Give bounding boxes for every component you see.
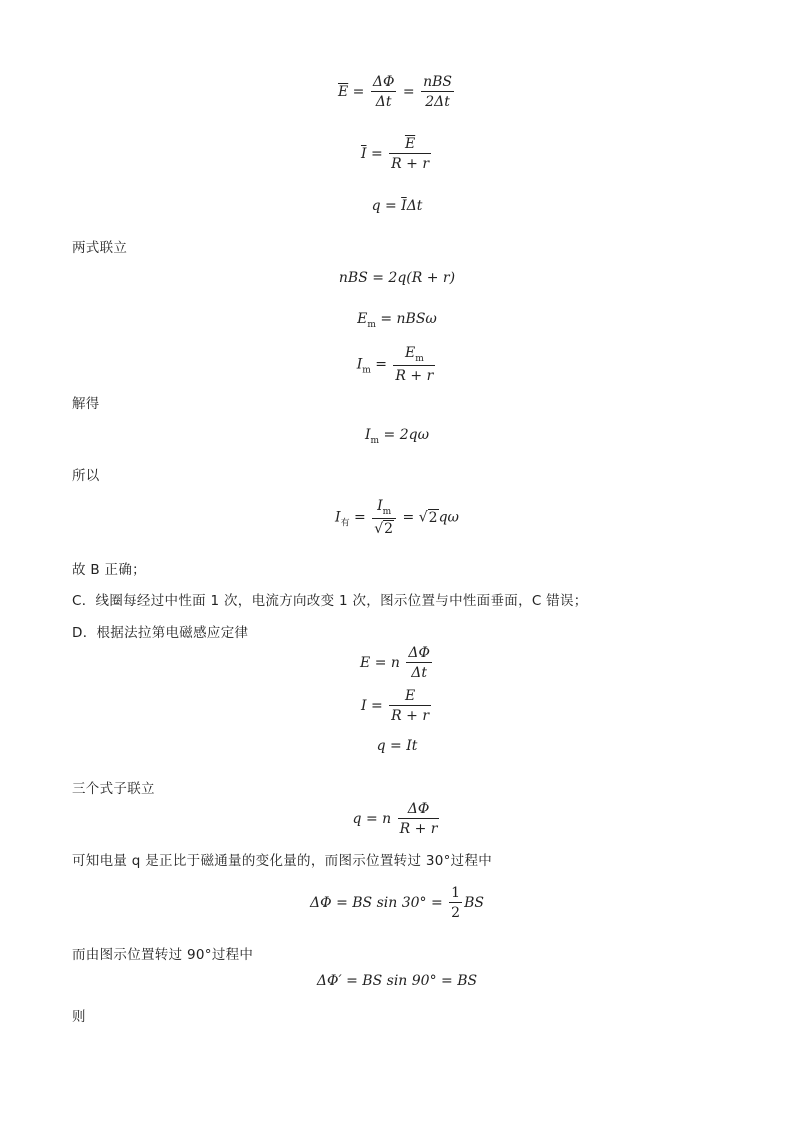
equation (0, 428, 794, 446)
equation-current (0, 688, 794, 724)
fraction (389, 688, 431, 724)
numerator: $E_m$ (393, 345, 435, 366)
equation (0, 739, 794, 753)
numerator: ΔΦ (406, 645, 432, 663)
equation-text: q = n (352, 811, 392, 828)
fraction (406, 645, 432, 681)
symbol: I (365, 427, 371, 443)
text-line: D．根据法拉第电磁感应定律 (72, 625, 249, 641)
equation-text: E = n (360, 655, 400, 672)
denominator: R + r (391, 156, 430, 173)
text-line: C．线圈每经过中性面 1 次，电流方向改变 1 次，图示位置与中性面垂面，C 错误； (72, 593, 588, 609)
equation (0, 271, 794, 285)
equation-text: I = (360, 698, 388, 715)
equation-text: qω (438, 509, 459, 526)
equation-average-emf: $\overline{E}$ = $\frac{\Delta\Phi}{\Delta t}$ = $\frac{\text{nBS}}{2\Delta t}$ (337, 74, 452, 111)
denominator: R + r (395, 368, 434, 385)
fraction (389, 136, 431, 172)
text-line: 所以 (72, 468, 100, 484)
fraction (372, 498, 396, 537)
subscript: m (370, 435, 380, 446)
current-symbol: $\overline{I}$ (360, 146, 367, 163)
numerator: ΔΦ (398, 801, 440, 819)
equation-text: ΔΦ = BS sin 30° = (310, 895, 448, 912)
subscript: m (362, 365, 371, 376)
radicand: 2 (428, 509, 438, 526)
text-line: 解得 (72, 396, 100, 412)
denominator: R + r (399, 821, 438, 838)
numerator: ΔΦ (371, 74, 397, 92)
fraction (398, 801, 440, 837)
equation-faraday (0, 645, 794, 681)
equation-text: ΔΦ′ = BS sin 90° = BS (316, 973, 478, 989)
text-line: 可知电量 q 是正比于磁通量的变化量的，而图示位置转过 30°过程中 (72, 853, 493, 869)
symbol: I (335, 509, 341, 526)
fraction (421, 74, 454, 110)
equation-text: nBS = 2q(R + r) (338, 270, 456, 286)
subscript: m (367, 319, 376, 330)
equation-part: q = (371, 198, 402, 214)
denominator: √2 (374, 521, 394, 538)
text-line: 两式联立 (72, 240, 128, 256)
numerator: $\overline{E}$ (389, 136, 431, 154)
text-line: 而由图示位置转过 90°过程中 (72, 947, 254, 963)
equation-flux-90 (0, 974, 794, 988)
denominator: Δt (411, 665, 428, 682)
equation-peak-current: $I_m$ = $\frac{E_m}{R + r}$ (356, 345, 434, 385)
equation-text: BS (464, 895, 484, 912)
text-line: 则 (72, 1009, 86, 1025)
symbol: I (356, 356, 363, 373)
equation-effective-current: $I_有$ = $\frac{I_m}{√2}$ = √2qω (335, 498, 459, 538)
equation-text: = nBSω (375, 311, 437, 327)
numerator: E (389, 688, 431, 706)
numerator: 1 (449, 885, 462, 903)
current-symbol: $\overline{I}$ (401, 198, 407, 214)
equation-peak-emf (0, 312, 794, 330)
text-line: 故 B 正确； (72, 562, 146, 578)
denominator: Δt (375, 94, 392, 111)
symbol: E (357, 311, 368, 327)
subscript: 有 (340, 518, 350, 529)
fraction (371, 74, 397, 110)
numerator: nBS (421, 74, 454, 92)
numerator: $I_m$ (372, 498, 396, 519)
fraction (393, 345, 435, 384)
equation-charge-result (0, 801, 794, 837)
denominator: 2 (451, 905, 461, 922)
equation-text: = 2qω (379, 427, 429, 443)
fraction (449, 885, 462, 921)
emf-symbol: $\overline{E}$ (337, 84, 349, 101)
equation-text: q = It (376, 738, 418, 754)
denominator: R + r (391, 708, 430, 725)
equation-part: Δt (406, 198, 423, 214)
equation-flux-30 (0, 885, 794, 921)
equation-average-current: $\overline{I}$ = $\frac{\overline{E}}{R + r}$ (360, 136, 430, 173)
denominator: 2Δt (425, 94, 450, 111)
text-line: 三个式子联立 (72, 781, 155, 797)
equation-charge (0, 199, 794, 213)
